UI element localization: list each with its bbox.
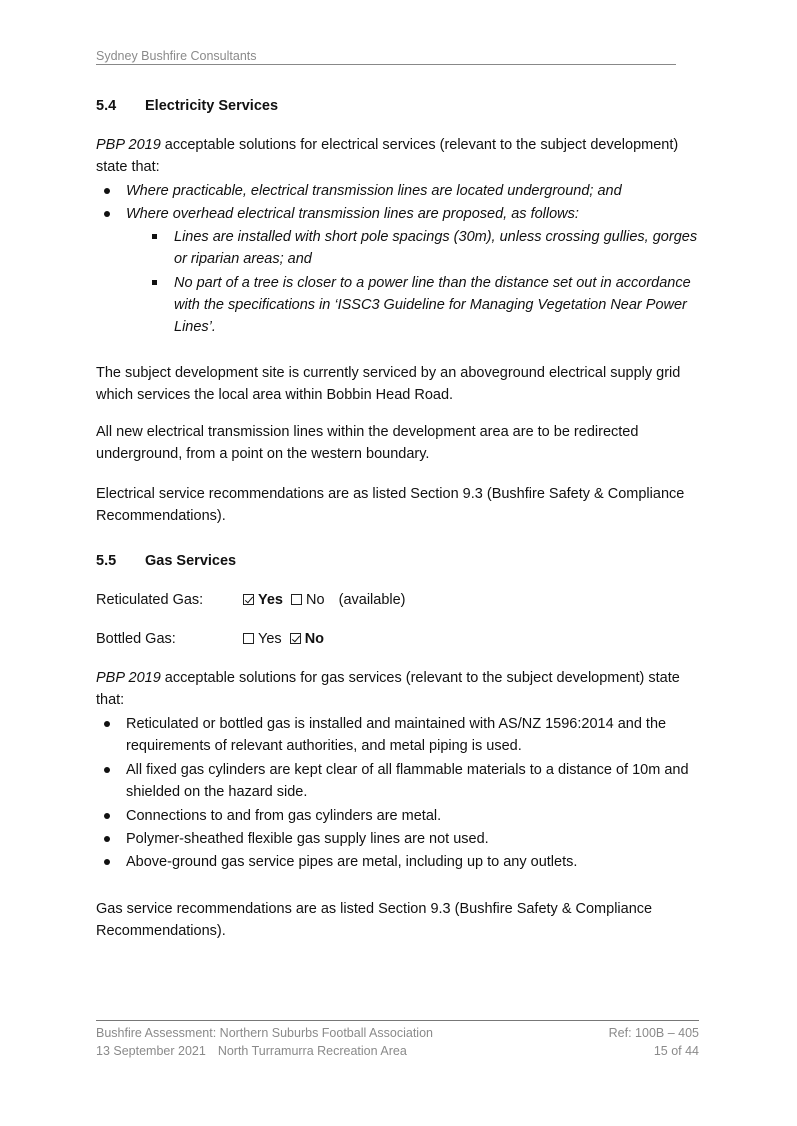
- bullet-line: Reticulated or bottled gas is installed and maintained with AS/NZ 1596:2014 and the: [126, 716, 667, 732]
- para-line: Recommendations).: [96, 923, 226, 939]
- electricity-paragraph-1: [96, 362, 706, 406]
- para-line: underground, from a point on the western boundary.: [96, 446, 430, 462]
- no-label: No: [306, 592, 325, 608]
- bullet-dot: [104, 188, 110, 194]
- section-title: Gas Services: [145, 553, 237, 569]
- gas-bullet-1: [126, 713, 666, 757]
- para-line: which services the local area within Bobbin Head Road.: [96, 387, 454, 403]
- gas-paragraph: [96, 898, 706, 942]
- bottled-gas-row: [96, 628, 706, 650]
- pbp-reference: PBP 2019: [96, 137, 161, 153]
- electricity-paragraph-3: [96, 483, 706, 527]
- footer-rule: [96, 1020, 699, 1021]
- gas-intro: [96, 667, 706, 711]
- subbullet-line: Lines’.: [174, 319, 216, 335]
- intro-text: acceptable solutions for electrical services (relevant to the subject development): [160, 137, 679, 153]
- subbullet-line: Lines are installed with short pole spacings (30m), unless crossing gullies, gorges: [174, 229, 698, 245]
- section-title: Electricity Services: [145, 98, 279, 114]
- reticulated-yes-checkbox[interactable]: [243, 594, 254, 605]
- sub-bullet-square: [152, 234, 157, 239]
- yes-label: Yes: [258, 631, 282, 647]
- bullet-dot: [104, 211, 110, 217]
- para-line: All new electrical transmission lines within the development area are to be redirected: [96, 424, 639, 440]
- running-header: [96, 48, 676, 65]
- subbullet-line: No part of a tree is closer to a power line than the distance set out in accordance: [174, 275, 691, 291]
- header-company: Sydney Bushfire Consultants: [96, 49, 257, 63]
- footer-page-number: 15 of 44: [653, 1044, 699, 1058]
- pbp-reference: PBP 2019: [96, 670, 161, 686]
- bullet-dot: [104, 836, 110, 842]
- bullet-line: All fixed gas cylinders are kept clear of all flammable materials to a distance of 10m and: [126, 762, 689, 778]
- no-label: No: [304, 631, 325, 647]
- subbullet-line: or riparian areas; and: [174, 251, 312, 267]
- intro-text-2: state that:: [96, 159, 160, 175]
- subbullet-line: with the specifications in ‘ISSC3 Guideline for Managing Vegetation Near Power: [174, 297, 687, 313]
- electricity-subbullet-1: [174, 226, 697, 270]
- gas-bullet-4: Polymer-sheathed flexible gas supply lines are not used.: [126, 831, 489, 847]
- section-number: 5.4: [96, 98, 117, 114]
- para-line: Gas service recommendations are as listed Section 9.3 (Bushfire Safety & Compliance: [96, 901, 653, 917]
- yes-label: Yes: [258, 592, 283, 608]
- bottled-no-checkbox[interactable]: [290, 633, 301, 644]
- bullet-dot: [104, 859, 110, 865]
- availability-note: (available): [338, 592, 406, 608]
- footer-place: North Turramurra Recreation Area: [217, 1044, 407, 1058]
- bottled-yes-checkbox[interactable]: [243, 633, 254, 644]
- reticulated-gas-options: [243, 589, 406, 611]
- para-line: Electrical service recommendations are as listed Section 9.3 (Bushfire Safety & Compliance: [96, 486, 685, 502]
- electricity-subbullet-2: [174, 272, 691, 338]
- bottled-gas-options: [243, 628, 324, 650]
- reticulated-no-checkbox[interactable]: [291, 594, 302, 605]
- para-line: Recommendations).: [96, 508, 226, 524]
- bullet-dot: [104, 767, 110, 773]
- bullet-line: requirements of relevant authorities, and metal piping is used.: [126, 738, 522, 754]
- electricity-bullet-2: Where overhead electrical transmission lines are proposed, as follows:: [126, 206, 579, 222]
- gas-bullet-3: Connections to and from gas cylinders are metal.: [126, 808, 442, 824]
- intro-text-2: that:: [96, 692, 125, 708]
- footer-left-1: Bushfire Assessment: Northern Suburbs Football Association: [96, 1026, 433, 1040]
- footer-date: 13 September 2021: [96, 1044, 206, 1058]
- section-5-5-heading: [96, 552, 236, 570]
- footer-left-2: [96, 1042, 407, 1060]
- intro-text: acceptable solutions for gas services (relevant to the subject development) state: [160, 670, 680, 686]
- electricity-bullet-1: Where practicable, electrical transmission lines are located underground; and: [126, 183, 622, 199]
- electricity-intro: [96, 134, 706, 178]
- gas-bullet-5: Above-ground gas service pipes are metal, including up to any outlets.: [126, 854, 578, 870]
- gas-bullet-2: [126, 759, 689, 803]
- section-5-4-heading: [96, 97, 278, 115]
- section-number: 5.5: [96, 553, 117, 569]
- footer-ref: Ref: 100B – 405: [608, 1026, 699, 1040]
- bottled-gas-label: Bottled Gas:: [96, 631, 176, 647]
- reticulated-gas-label: Reticulated Gas:: [96, 592, 204, 608]
- para-line: The subject development site is currently serviced by an aboveground electrical supply grid: [96, 365, 681, 381]
- bullet-dot: [104, 721, 110, 727]
- electricity-paragraph-2: [96, 421, 706, 465]
- sub-bullet-square: [152, 280, 157, 285]
- bullet-line: shielded on the hazard side.: [126, 784, 308, 800]
- bullet-dot: [104, 813, 110, 819]
